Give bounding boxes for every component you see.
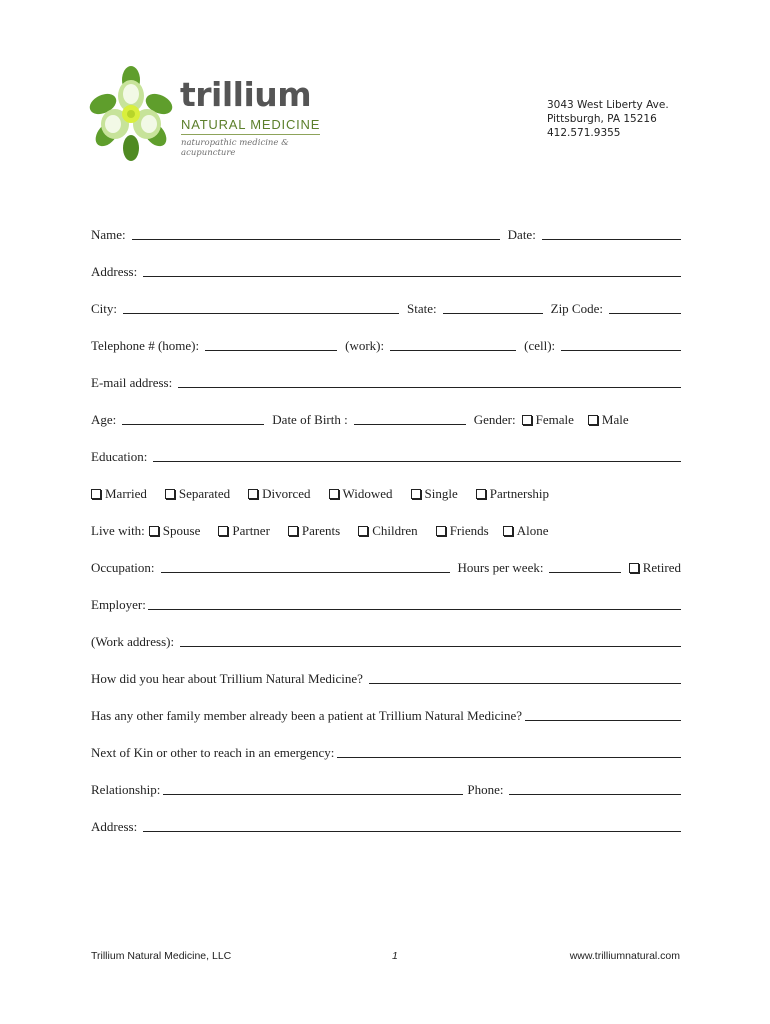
spouse-checkbox[interactable]: Spouse [149,523,201,540]
retired-checkbox[interactable]: Retired [629,560,681,577]
state-field[interactable] [443,312,543,314]
telephone-row [91,331,681,355]
married-checkbox[interactable]: Married [91,486,147,503]
referral-row [91,664,681,688]
checkbox-icon [248,489,258,499]
kin-address-row [91,812,681,836]
work-address-field[interactable] [180,645,681,647]
relationship-label: Relationship: [91,782,161,797]
footer-company: Trillium Natural Medicine, LLC [91,950,232,962]
city-label: City: [91,301,118,316]
checkbox-icon [218,526,228,536]
brand-name: trillium [180,75,312,114]
work-address-label: (Work address): [91,634,175,649]
occupation-label: Occupation: [91,560,155,575]
children-checkbox[interactable]: Children [358,523,418,540]
dob-label: Date of Birth : [272,412,348,427]
referral-field[interactable] [369,682,681,684]
checkbox-icon [588,415,598,425]
relationship-row [91,775,681,799]
address-field[interactable] [143,275,681,277]
phone-label: Phone: [467,782,504,797]
checkbox-icon [288,526,298,536]
parents-checkbox[interactable]: Parents [288,523,340,540]
footer-website: www.trilliumnatural.com [569,950,680,962]
age-field[interactable] [122,423,264,425]
partnership-checkbox[interactable]: Partnership [476,486,549,503]
checkbox-icon [436,526,446,536]
trillium-logo [88,66,328,162]
separated-checkbox[interactable]: Separated [165,486,230,503]
family-patient-label: Has any other family member already been a patient at Trillium Natural Medicine? [91,708,523,723]
clinic-address [547,98,669,140]
date-label: Date: [507,227,536,242]
next-of-kin-field[interactable] [337,756,681,758]
tel-home-label: Telephone # (home): [91,338,200,353]
single-checkbox[interactable]: Single [411,486,458,503]
zip-field[interactable] [609,312,681,314]
city-field[interactable] [123,312,399,314]
divorced-checkbox[interactable]: Divorced [248,486,310,503]
city-row [91,294,681,318]
kin-address-field[interactable] [143,830,681,832]
address-line-2: Pittsburgh, PA 15216 [547,113,657,125]
next-of-kin-row [91,738,681,762]
kin-address-label: Address: [91,819,138,834]
tel-cell-label: (cell): [524,338,556,353]
checkbox-icon [411,489,421,499]
checkbox-icon [476,489,486,499]
name-field[interactable] [132,238,500,240]
checkbox-icon [503,526,513,536]
checkbox-icon [165,489,175,499]
address-row [91,257,681,281]
family-patient-row [91,701,681,725]
tel-work-label: (work): [345,338,385,353]
friends-checkbox[interactable]: Friends [436,523,489,540]
brand-subtitle: NATURAL MEDICINE [181,118,320,135]
education-field[interactable] [153,460,681,462]
email-label: E-mail address: [91,375,173,390]
tel-home-field[interactable] [205,349,337,351]
gender-female-checkbox[interactable]: Female [522,412,574,429]
checkbox-icon [91,489,101,499]
employer-row [91,590,681,614]
occupation-field[interactable] [161,571,450,573]
address-label: Address: [91,264,138,279]
date-field[interactable] [542,238,681,240]
footer-page-number: 1 [392,950,398,962]
dob-field[interactable] [354,423,466,425]
education-row [91,442,681,466]
checkbox-icon [358,526,368,536]
marital-status-row [91,479,681,503]
email-field[interactable] [178,386,681,388]
employer-label: Employer: [91,597,146,612]
widowed-checkbox[interactable]: Widowed [329,486,393,503]
kin-phone-field[interactable] [509,793,681,795]
state-label: State: [407,301,437,316]
trillium-flower-icon [88,66,174,162]
address-line-1: 3043 West Liberty Ave. [547,99,669,111]
work-address-row [91,627,681,651]
gender-label: Gender: [473,412,516,427]
education-label: Education: [91,449,148,464]
live-with-row [91,516,681,540]
next-of-kin-label: Next of Kin or other to reach in an emergency: [91,745,335,760]
occupation-row [91,553,681,577]
checkbox-icon [629,563,639,573]
family-patient-field[interactable] [525,719,681,721]
brand-tagline: naturopathic medicine & acupuncture [181,138,289,158]
partner-checkbox[interactable]: Partner [218,523,270,540]
live-with-label: Live with: [91,523,145,538]
name-date-row [91,220,681,244]
alone-checkbox[interactable]: Alone [503,523,549,540]
checkbox-icon [149,526,159,536]
employer-field[interactable] [148,608,681,610]
zip-label: Zip Code: [550,301,603,316]
referral-label: How did you hear about Trillium Natural Medicine? [91,671,363,686]
email-row [91,368,681,392]
relationship-field[interactable] [163,793,463,795]
name-label: Name: [91,227,126,242]
gender-male-checkbox[interactable]: Male [588,412,629,429]
age-label: Age: [91,412,117,427]
age-row [91,405,681,429]
address-phone: 412.571.9355 [547,127,621,139]
hours-field[interactable] [549,571,620,573]
checkbox-icon [329,489,339,499]
tel-cell-field[interactable] [561,349,681,351]
tel-work-field[interactable] [390,349,516,351]
hours-label: Hours per week: [457,560,544,575]
checkbox-icon [522,415,532,425]
